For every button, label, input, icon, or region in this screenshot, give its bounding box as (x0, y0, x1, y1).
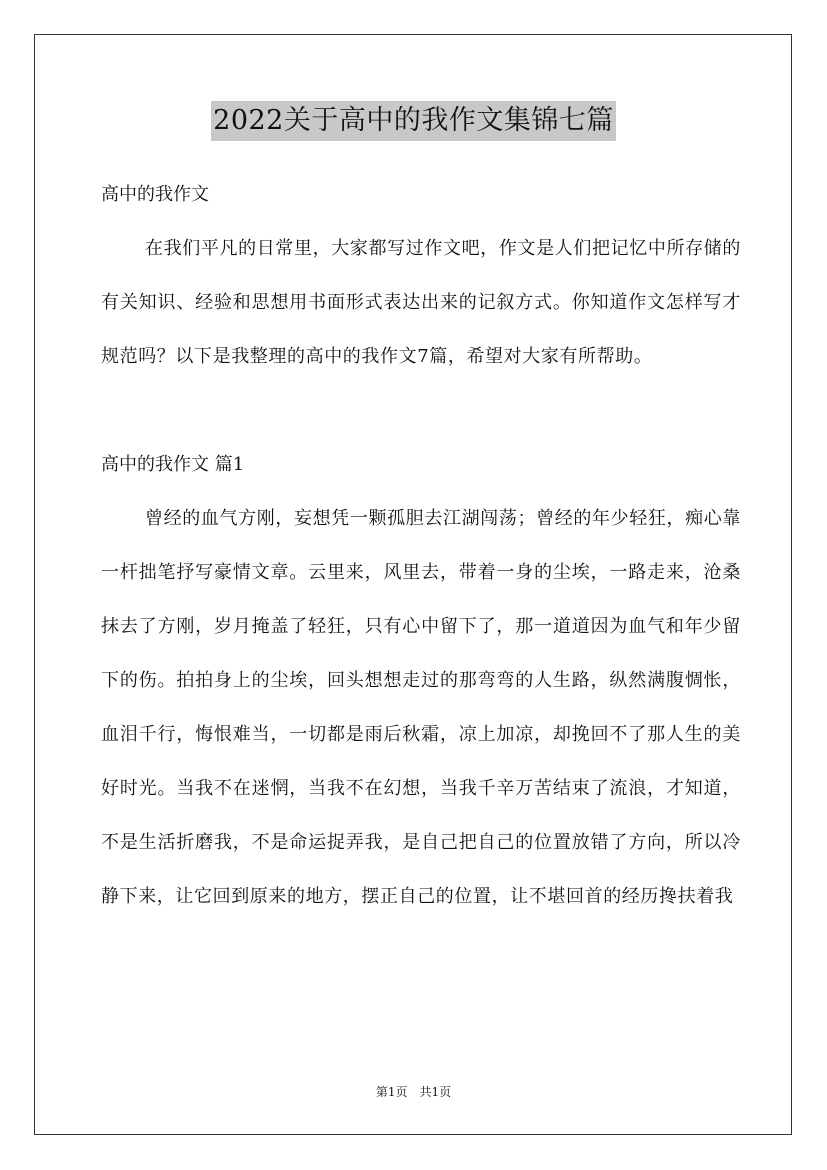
article-heading: 高中的我作文 篇1 (101, 454, 245, 475)
paragraph-gap (101, 384, 741, 438)
document-body (101, 168, 741, 924)
page-footer: 第1页 共1页 (375, 1085, 452, 1099)
section-heading: 高中的我作文 (101, 184, 209, 205)
title-container (0, 101, 827, 141)
intro-paragraph: 在我们平凡的日常里，大家都写过作文吧，作文是人们把记忆中所存储的有关知识、经验和思想用书面形式表达出来的记叙方式。你知道作文怎样写才规范吗？以下是我整理的高中的我作文7篇，希望对大家有所帮助。 (101, 238, 741, 367)
article-paragraph: 曾经的血气方刚，妄想凭一颗孤胆去江湖闯荡；曾经的年少轻狂，痴心靠一杆拙笔抒写豪情文章。云里来，风里去，带着一身的尘埃，一路走来，沧桑抹去了方刚，岁月掩盖了轻狂，只有心中留下了，那一道道因为血气和年少留下的伤。拍拍身上的尘埃，回头想想走过的那弯弯的人生路，纵然满腹惆怅，血泪千行，悔恨难当，一切都是雨后秋霜，凉上加凉，却挽回不了那人生的美好时光。当我不在迷惘，当我不在幻想，当我千辛万苦结束了流浪，才知道，不是生活折磨我，不是命运捉弄我，是自己把自己的位置放错了方向，所以冷静下来，让它回到原来的地方，摆正自己的位置，让不堪回首的经历搀扶着我 (101, 508, 741, 907)
document-title: 2022关于高中的我作文集锦七篇 (211, 101, 616, 141)
